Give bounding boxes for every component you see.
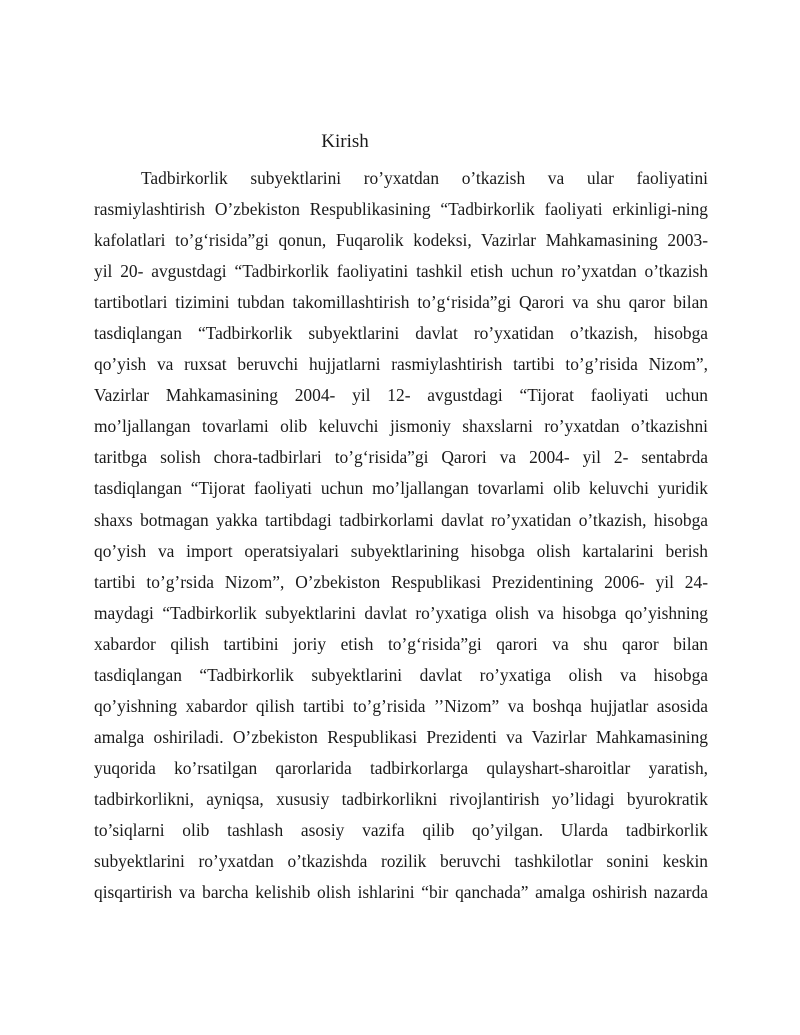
paragraph-line: to’siqlarni olib tashlash asosiy vazifa qilib qo’yilgan. Ularda tadbirkorlik: [94, 819, 708, 840]
paragraph-line: tasdiqlangan “Tadbirkorlik subyektlarini davlat ro’yxatidan o’tkazish, hisobga: [94, 323, 708, 344]
page-title: Kirish: [321, 131, 369, 152]
paragraph-line: shaxs botmagan yakka tartibdagi tadbirkorlami davlat ro’yxatidan o’tkazish, hisobga: [94, 509, 708, 530]
paragraph-line: tartibi to’g’rsida Nizom”, O’zbekiston Respublikasi Prezidentining 2006- yil 24-: [94, 571, 708, 592]
paragraph-line: mo’ljallangan tovarlami olib keluvchi jismoniy shaxslarni ro’yxatdan o’tkazishni: [94, 416, 708, 437]
body-paragraph: [94, 163, 708, 908]
paragraph-line: qo’yish va ruxsat beruvchi hujjatlarni rasmiylashtirish tartibi to’g’risida Nizom”,: [94, 354, 708, 375]
paragraph-line: yuqorida ko’rsatilgan qarorlarida tadbirkorlarga qulayshart-sharoitlar yaratish,: [94, 757, 708, 778]
paragraph-line: tadbirkorlikni, ayniqsa, xususiy tadbirkorlikni rivojlantirish yo’lidagi byurokratik: [94, 788, 708, 809]
paragraph-line: qo’yishning xabardor qilish tartibi to’g’risida ’’Nizom” va boshqa hujjatlar asosida: [94, 695, 708, 716]
paragraph-line: tasdiqlangan “Tijorat faoliyati uchun mo’ljallangan tovarlami olib keluvchi yuridik: [94, 478, 708, 499]
paragraph-line: kafolatlari to’g‘risida”gi qonun, Fuqarolik kodeksi, Vazirlar Mahkamasining 2003-: [94, 230, 708, 251]
paragraph-line: Vazirlar Mahkamasining 2004- yil 12- avgustdagi “Tijorat faoliyati uchun: [94, 385, 708, 406]
paragraph-line: tartibotlari tizimini tubdan takomillashtirish to’g‘risida”gi Qarori va shu qaror bilan: [94, 292, 708, 313]
paragraph-line: rasmiylashtirish O’zbekiston Respublikasining “Tadbirkorlik faoliyati erkinligi-ning: [94, 199, 708, 220]
paragraph-line: yil 20- avgustdagi “Tadbirkorlik faoliyatini tashkil etish uchun ro’yxatdan o’tkazish: [94, 261, 708, 282]
paragraph-line: Tadbirkorlik subyektlarini ro’yxatdan o’tkazish va ular faoliyatini: [141, 168, 708, 188]
paragraph-line: xabardor qilish tartibini joriy etish to’g‘risida”gi qarori va shu qaror bilan: [94, 633, 708, 654]
paragraph-line: taritbga solish chora-tadbirlari to’g‘risida”gi Qarori va 2004- yil 2- sentabrda: [94, 447, 708, 468]
paragraph-line: qo’yish va import operatsiyalari subyektlarining hisobga olish kartalarini berish: [94, 540, 708, 561]
paragraph-line: subyektlarini ro’yxatdan o’tkazishda rozilik beruvchi tashkilotlar sonini keskin: [94, 851, 708, 872]
paragraph-line: qisqartirish va barcha kelishib olish ishlarini “bir qanchada” amalga oshirish nazarda: [94, 882, 708, 903]
paragraph-line: amalga oshiriladi. O’zbekiston Respublikasi Prezidenti va Vazirlar Mahkamasining: [94, 726, 708, 747]
paragraph-line: maydagi “Tadbirkorlik subyektlarini davlat ro’yxatiga olish va hisobga qo’yishning: [94, 602, 708, 623]
paragraph-line: tasdiqlangan “Tadbirkorlik subyektlarini davlat ro’yxatiga olish va hisobga: [94, 664, 708, 685]
